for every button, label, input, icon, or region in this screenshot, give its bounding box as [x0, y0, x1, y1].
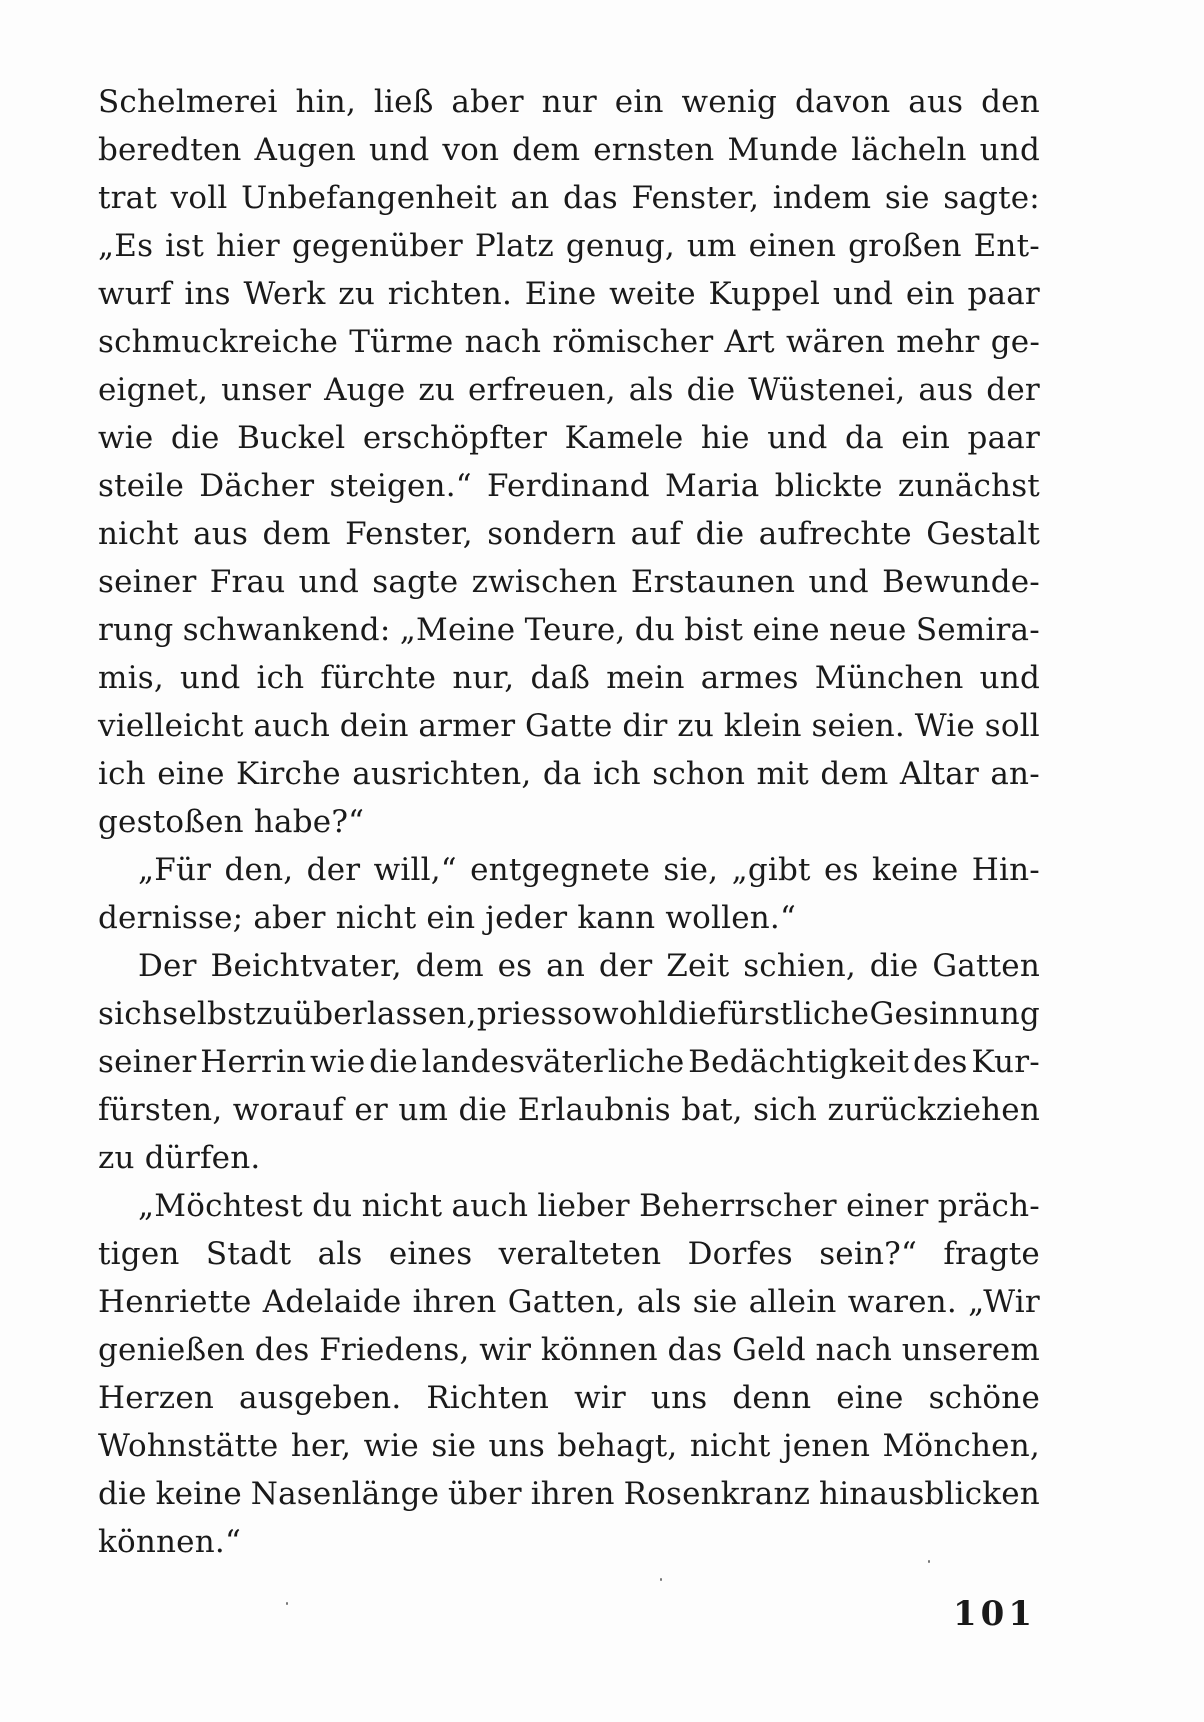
text-line: wie die Buckel erschöpfter Kamele hie und da ein paar — [98, 420, 1040, 456]
text-line: „Für den, der will,“ entgegnete sie, „gibt es keine Hin- — [138, 852, 1040, 888]
text-line: seiner Herrin wie die landesväterliche Bedächtigkeit des Kur- — [98, 1044, 1040, 1080]
text-line: steile Dächer steigen.“ Ferdinand Maria blickte zunächst — [98, 468, 1040, 504]
text-line: seiner Frau und sagte zwischen Erstaunen und Bewunde- — [98, 564, 1040, 600]
text-line: „Es ist hier gegenüber Platz genug, um einen großen Ent- — [98, 228, 1040, 264]
text-line: die keine Nasenlänge über ihren Rosenkranz hinausblicken — [98, 1476, 1040, 1512]
text-line: trat voll Unbefangenheit an das Fenster, indem sie sagte: — [98, 180, 1040, 216]
text-line: Der Beichtvater, dem es an der Zeit schien, die Gatten — [138, 948, 1040, 984]
print-speck — [286, 1602, 288, 1605]
text-line: Wohnstätte her, wie sie uns behagt, nicht jenen Mönchen, — [98, 1428, 1040, 1464]
text-line: nicht aus dem Fenster, sondern auf die aufrechte Gestalt — [98, 516, 1040, 552]
text-line: dernisse; aber nicht ein jeder kann wollen.“ — [98, 900, 797, 936]
text-line: schmuckreiche Türme nach römischer Art wären mehr ge- — [98, 324, 1040, 360]
text-line: Schelmerei hin, ließ aber nur ein wenig davon aus den — [98, 84, 1040, 120]
print-speck — [928, 1560, 930, 1563]
text-line: vielleicht auch dein armer Gatte dir zu klein seien. Wie soll — [98, 708, 1040, 744]
text-line: Henriette Adelaide ihren Gatten, als sie allein waren. „Wir — [98, 1284, 1040, 1320]
print-speck — [660, 1578, 662, 1581]
text-line: ich eine Kirche ausrichten, da ich schon mit dem Altar an- — [98, 756, 1040, 792]
text-line: gestoßen habe?“ — [98, 804, 365, 840]
text-line: können.“ — [98, 1524, 241, 1560]
text-line: Herzen ausgeben. Richten wir uns denn eine schöne — [98, 1380, 1040, 1416]
text-line: zu dürfen. — [98, 1140, 261, 1176]
text-line: „Möchtest du nicht auch lieber Beherrscher einer präch- — [138, 1188, 1040, 1224]
text-line: rung schwankend: „Meine Teure, du bist eine neue Semira- — [98, 612, 1040, 648]
text-line: eignet, unser Auge zu erfreuen, als die Wüstenei, aus der — [98, 372, 1040, 408]
text-line: mis, und ich fürchte nur, daß mein armes München und — [98, 660, 1040, 696]
text-line: fürsten, worauf er um die Erlaubnis bat, sich zurückziehen — [98, 1092, 1040, 1128]
text-line: wurf ins Werk zu richten. Eine weite Kuppel und ein paar — [98, 276, 1040, 312]
text-line: genießen des Friedens, wir können das Geld nach unserem — [98, 1332, 1040, 1368]
text-line: beredten Augen und von dem ernsten Munde lächeln und — [98, 132, 1040, 168]
text-line: sich selbst zu überlassen, pries sowohl die fürstliche Gesinnung — [98, 996, 1040, 1032]
page-number: 101 — [953, 1594, 1036, 1634]
body-text — [98, 78, 1040, 1566]
text-line: tigen Stadt als eines veralteten Dorfes sein?“ fragte — [98, 1236, 1040, 1272]
